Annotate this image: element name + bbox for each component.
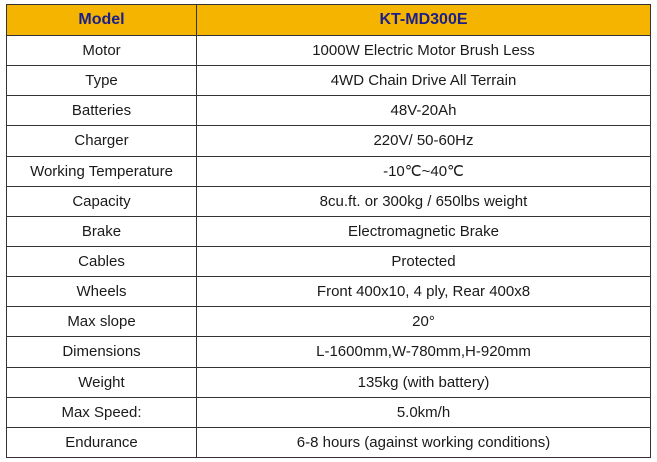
spec-value: 135kg (with battery) [197, 367, 651, 397]
spec-label: Brake [7, 216, 197, 246]
spec-label: Weight [7, 367, 197, 397]
spec-label: Max Speed: [7, 397, 197, 427]
spec-value: 220V/ 50-60Hz [197, 126, 651, 156]
spec-value: 8cu.ft. or 300kg / 650lbs weight [197, 186, 651, 216]
spec-label: Type [7, 66, 197, 96]
spec-label: Charger [7, 126, 197, 156]
spec-row-working-temperature [7, 156, 651, 186]
spec-value: Protected [197, 246, 651, 276]
spec-label: Cables [7, 246, 197, 276]
spec-value: Electromagnetic Brake [197, 216, 651, 246]
spec-row-max-speed [7, 397, 651, 427]
header-label: Model [7, 5, 197, 36]
spec-row-brake [7, 216, 651, 246]
spec-value: 20° [197, 307, 651, 337]
spec-row-weight [7, 367, 651, 397]
spec-row-cables [7, 246, 651, 276]
header-model-name: KT-MD300E [197, 5, 651, 36]
spec-value: 6-8 hours (against working conditions) [197, 427, 651, 457]
spec-label: Wheels [7, 277, 197, 307]
spec-label: Working Temperature [7, 156, 197, 186]
spec-label: Motor [7, 36, 197, 66]
spec-value: 1000W Electric Motor Brush Less [197, 36, 651, 66]
spec-value: -10℃~40℃ [197, 156, 651, 186]
spec-row-batteries [7, 96, 651, 126]
spec-label: Max slope [7, 307, 197, 337]
spec-row-endurance [7, 427, 651, 457]
spec-value: 48V-20Ah [197, 96, 651, 126]
spec-value: L-1600mm,W-780mm,H-920mm [197, 337, 651, 367]
spec-row-type [7, 66, 651, 96]
spec-label: Batteries [7, 96, 197, 126]
spec-row-motor [7, 36, 651, 66]
spec-row-wheels [7, 277, 651, 307]
spec-label: Dimensions [7, 337, 197, 367]
header-row [7, 5, 651, 36]
spec-label: Capacity [7, 186, 197, 216]
spec-label: Endurance [7, 427, 197, 457]
spec-value: Front 400x10, 4 ply, Rear 400x8 [197, 277, 651, 307]
spec-table [6, 4, 651, 458]
spec-value: 5.0km/h [197, 397, 651, 427]
spec-row-dimensions [7, 337, 651, 367]
spec-row-max-slope [7, 307, 651, 337]
spec-row-charger [7, 126, 651, 156]
spec-row-capacity [7, 186, 651, 216]
spec-value: 4WD Chain Drive All Terrain [197, 66, 651, 96]
